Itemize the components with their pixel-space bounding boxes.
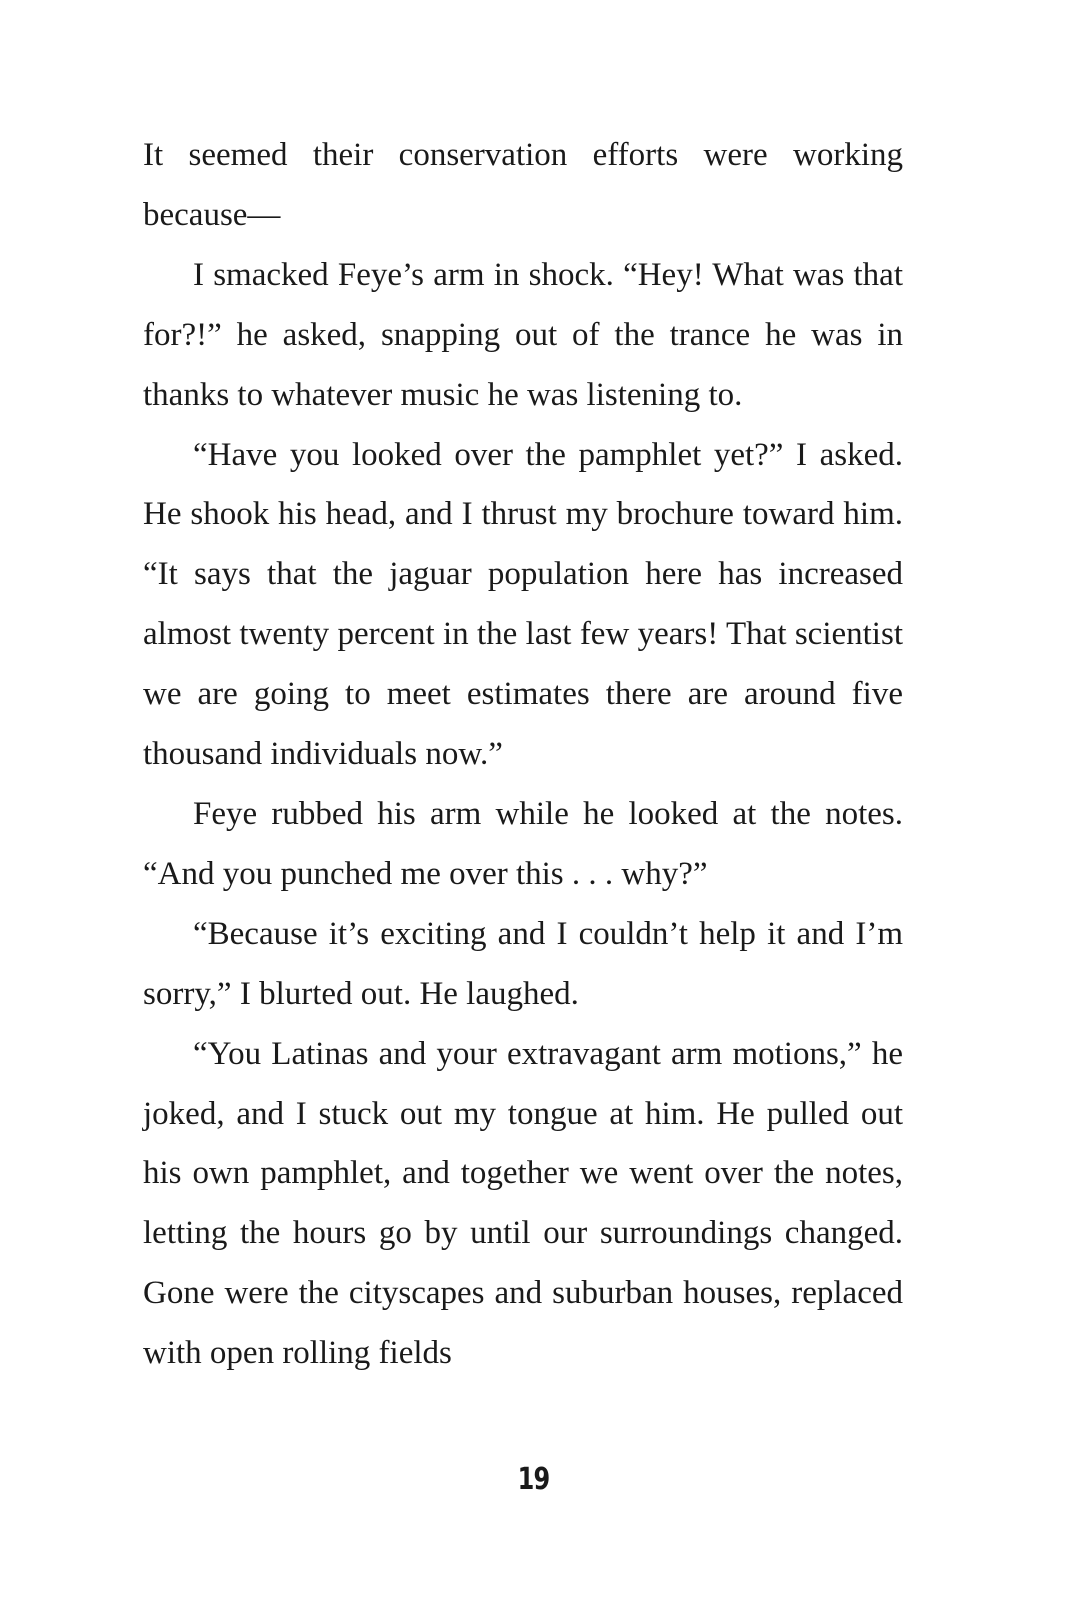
paragraph: It seemed their conservation efforts were working because— <box>143 137 903 233</box>
paragraph: “You Latinas and your extravagant arm motions,” he joked, and I stuck out my tongue at him. He pulled out his own pamphlet, and together we went over the notes, letting the hours go by until our surroundings changed. Gone were the cityscapes and suburban houses, replaced with open rolling fields <box>143 1035 903 1372</box>
paragraph: “Have you looked over the pamphlet yet?” I asked. He shook his head, and I thrust my brochure toward him. “It says that the jaguar population here has increased almost twenty percent in the last few years! That scientist we are going to meet estimates there are around five thousand individuals now.” <box>143 436 903 773</box>
paragraph: Feye rubbed his arm while he looked at the notes. “And you punched me over this . . . why?” <box>143 795 903 892</box>
body-text <box>143 126 903 1384</box>
paragraph: “Because it’s exciting and I couldn’t help it and I’m sorry,” I blurted out. He laughed. <box>143 915 903 1012</box>
paragraph: I smacked Feye’s arm in shock. “Hey! What was that for?!” he asked, snapping out of the trance he was in thanks to whatever music he was listening to. <box>143 256 903 413</box>
page-number: 19 <box>517 1462 550 1497</box>
